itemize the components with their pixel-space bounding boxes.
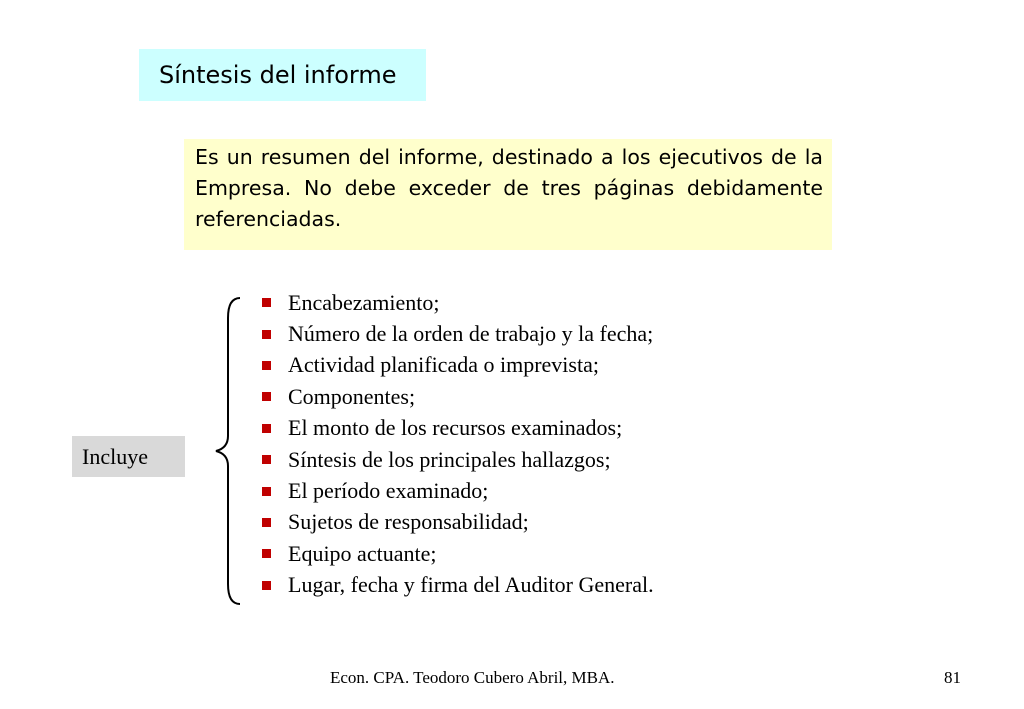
list-item [262,381,654,412]
slide-title: Síntesis del informe [139,49,426,101]
square-bullet-icon [262,330,271,339]
incluye-label: Incluye [72,436,185,477]
square-bullet-icon [262,549,271,558]
list-item-text: Lugar, fecha y firma del Auditor General. [288,572,654,598]
includes-list [262,287,654,601]
list-item-text: Equipo actuante; [288,540,437,566]
list-item-text: Encabezamiento; [288,289,440,315]
list-item-text: Actividad planificada o imprevista; [288,352,599,378]
square-bullet-icon [262,487,271,496]
page-number: 81 [944,668,961,687]
list-item [262,475,654,506]
square-bullet-icon [262,455,271,464]
square-bullet-icon [262,361,271,370]
list-item [262,350,654,381]
list-item-text: El período examinado; [288,478,489,504]
square-bullet-icon [262,518,271,527]
square-bullet-icon [262,298,271,307]
square-bullet-icon [262,392,271,401]
square-bullet-icon [262,581,271,590]
list-item [262,570,654,601]
list-item-text: Sujetos de responsabilidad; [288,509,529,535]
list-item [262,538,654,569]
footer-credit: Econ. CPA. Teodoro Cubero Abril, MBA. [330,668,615,687]
list-item [262,444,654,475]
list-item-text: Número de la orden de trabajo y la fecha; [288,321,654,347]
square-bullet-icon [262,424,271,433]
list-item [262,413,654,444]
summary-text: Es un resumen del informe, destinado a los ejecutivos de la Empresa. No debe exceder de tres páginas debidamente referenciadas. [184,139,832,250]
list-item-text: Componentes; [288,383,416,409]
list-item-text: El monto de los recursos examinados; [288,415,623,441]
list-item-text: Síntesis de los principales hallazgos; [288,446,611,472]
list-item [262,287,654,318]
left-brace-icon [210,296,244,606]
list-item [262,318,654,349]
list-item [262,507,654,538]
